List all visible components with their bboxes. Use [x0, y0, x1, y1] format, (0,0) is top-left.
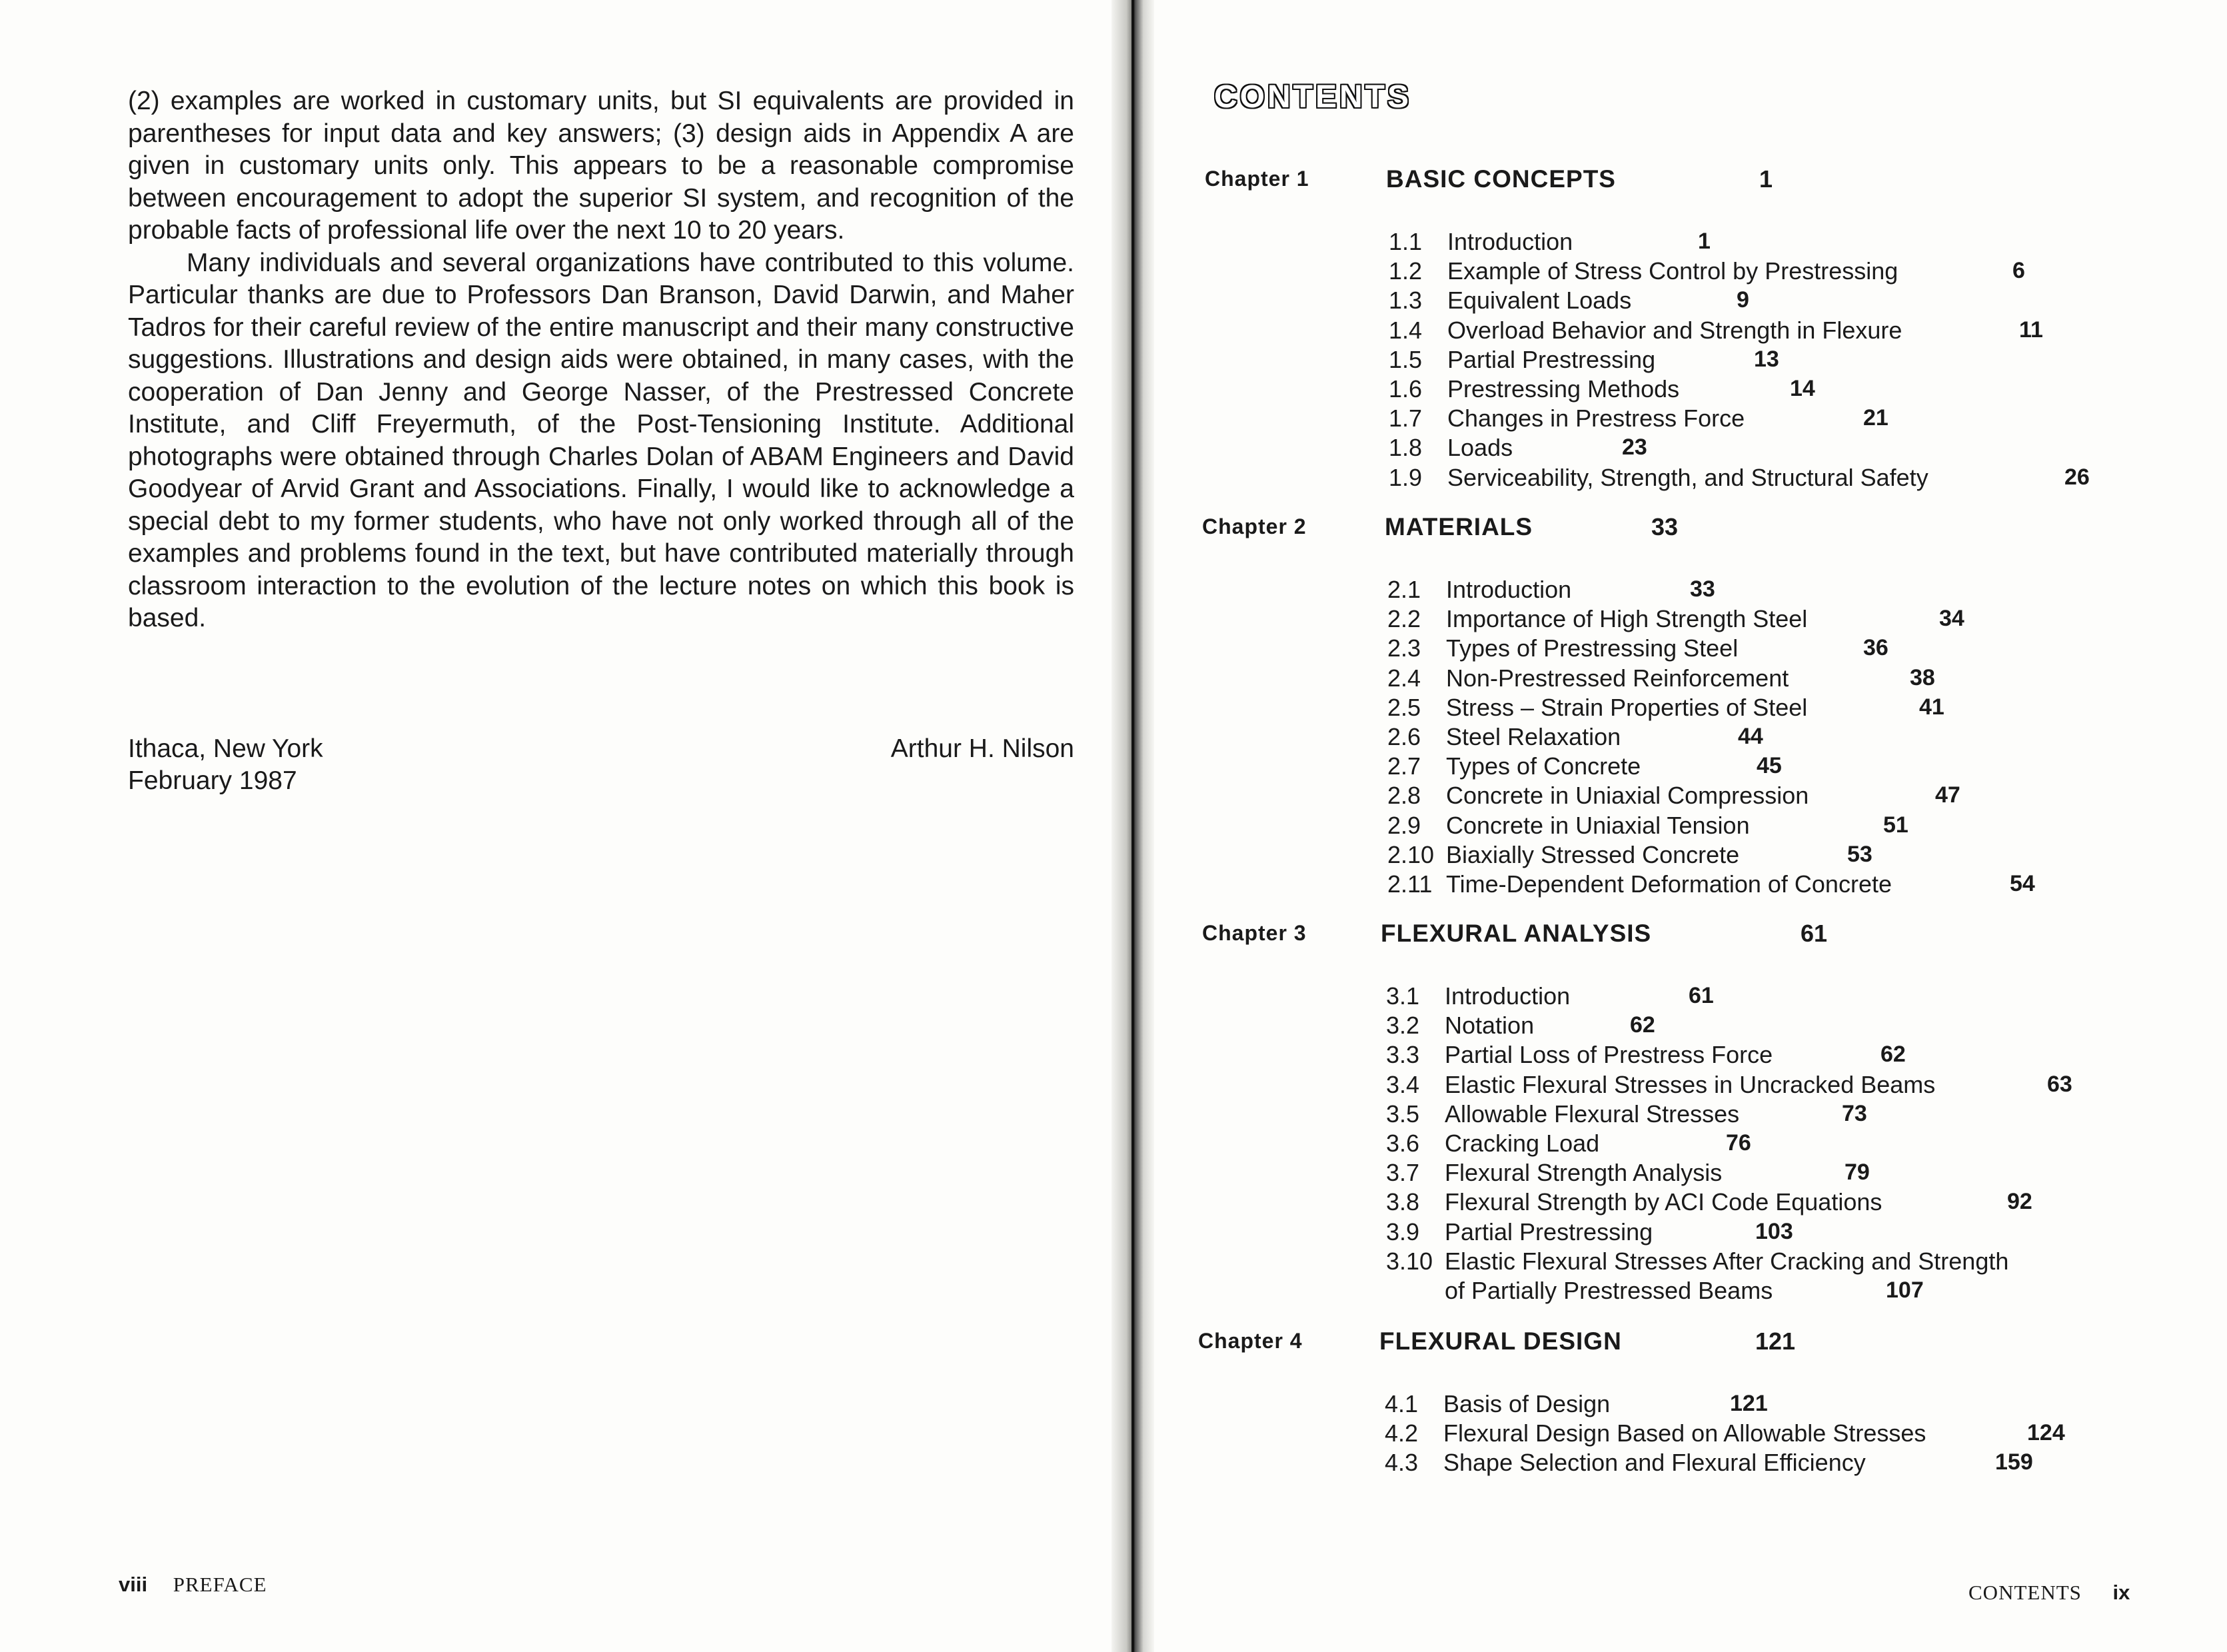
- section-number: 3.10: [1386, 1247, 1433, 1275]
- chapter-page-number: 61: [1801, 920, 1828, 947]
- running-head: PREFACE: [173, 1573, 267, 1596]
- author-name: Arthur H. Nilson: [890, 734, 1074, 763]
- section-page-number: 6: [2012, 258, 2025, 284]
- section-number: 2.9: [1387, 811, 1421, 839]
- section-title: Flexural Strength Analysis: [1445, 1159, 1723, 1187]
- section-page-number: 121: [1730, 1391, 1768, 1416]
- section-number: 3.8: [1386, 1188, 1420, 1216]
- section-page-number: 41: [1919, 694, 1944, 720]
- section-page-number: 103: [1755, 1218, 1793, 1244]
- section-page-number: 124: [2027, 1420, 2065, 1446]
- chapter-label: Chapter 3: [1202, 921, 1307, 945]
- section-page-number: 63: [2047, 1071, 2072, 1097]
- section-number: 2.4: [1387, 664, 1421, 692]
- chapter-page-number: 1: [1759, 165, 1773, 193]
- chapter-title: MATERIALS: [1385, 513, 1533, 540]
- section-number: 1.2: [1389, 257, 1423, 285]
- section-title: Types of Concrete: [1446, 752, 1641, 780]
- chapter-label: Chapter 1: [1205, 167, 1309, 191]
- chapter-label: Chapter 2: [1202, 514, 1307, 538]
- section-number: 3.3: [1386, 1041, 1420, 1069]
- section-number: 4.1: [1385, 1390, 1419, 1417]
- section-page-number: 92: [2007, 1189, 2032, 1215]
- section-page-number: 45: [1757, 753, 1782, 779]
- section-title: Biaxially Stressed Concrete: [1446, 840, 1740, 868]
- section-title: Types of Prestressing Steel: [1446, 634, 1739, 662]
- section-page-number: 53: [1847, 841, 1872, 867]
- section-number: 1.5: [1389, 345, 1423, 373]
- section-title: Stress – Strain Properties of Steel: [1446, 693, 1808, 721]
- section-title: Concrete in Uniaxial Compression: [1446, 782, 1809, 810]
- chapter-page-number: 121: [1755, 1327, 1796, 1355]
- section-title: Introduction: [1446, 576, 1572, 603]
- section-number: 3.2: [1386, 1012, 1420, 1040]
- section-number: 3.6: [1386, 1130, 1420, 1157]
- section-number: 4.3: [1385, 1449, 1419, 1477]
- section-title: Basis of Design: [1443, 1390, 1611, 1417]
- section-title-continued: of Partially Prestressed Beams: [1445, 1277, 1773, 1304]
- section-title: Steel Relaxation: [1446, 723, 1621, 750]
- section-page-number: 44: [1738, 724, 1763, 749]
- preface-paragraph: (2) examples are worked in customary units, but SI equivalents are provided in parentheses for input data and key answers; (3) design aids in Appendix A are given in customary units only. This appears to be a reasonable compromise between encouragement to adopt the superior SI system, and recognition of the probable facts of professional life over the next 10 to 20 years.: [128, 87, 1074, 245]
- section-page-number: 62: [1880, 1042, 1906, 1068]
- page-folio-right: [1968, 1581, 2130, 1605]
- section-page-number: 107: [1886, 1277, 1924, 1303]
- section-page-number: 79: [1845, 1160, 1870, 1186]
- contents-page: [1154, 0, 2227, 1652]
- place-date: [128, 733, 323, 797]
- section-number: 3.5: [1386, 1100, 1420, 1128]
- section-number: 2.6: [1387, 723, 1421, 750]
- place: Ithaca, New York: [128, 734, 323, 763]
- section-page-number: 13: [1754, 346, 1779, 372]
- section-number: 4.2: [1385, 1419, 1419, 1447]
- preface-body: [128, 85, 1074, 635]
- section-title: Flexural Strength by ACI Code Equations: [1445, 1188, 1882, 1216]
- section-title: Changes in Prestress Force: [1447, 405, 1745, 432]
- section-page-number: 23: [1622, 434, 1647, 460]
- section-number: 2.10: [1387, 840, 1435, 868]
- page-number: viii: [119, 1573, 148, 1596]
- section-title: Introduction: [1445, 982, 1571, 1010]
- section-page-number: 54: [2010, 871, 2035, 896]
- section-number: 3.1: [1386, 982, 1420, 1010]
- section-page-number: 62: [1630, 1012, 1655, 1038]
- section-page-number: 21: [1863, 405, 1888, 431]
- page-folio-left: [119, 1573, 267, 1597]
- chapter-title: FLEXURAL DESIGN: [1379, 1327, 1622, 1355]
- chapter-title: FLEXURAL ANALYSIS: [1381, 920, 1652, 947]
- section-title: Allowable Flexural Stresses: [1445, 1100, 1740, 1128]
- section-title: Introduction: [1447, 228, 1573, 255]
- section-number: 2.1: [1387, 576, 1421, 603]
- page-number: ix: [2112, 1581, 2130, 1604]
- section-page-number: 38: [1910, 664, 1935, 690]
- section-page-number: 76: [1726, 1130, 1751, 1156]
- section-title: Elastic Flexural Stresses in Uncracked Beams: [1445, 1070, 1936, 1098]
- section-title: Concrete in Uniaxial Tension: [1446, 811, 1750, 839]
- section-title: Equivalent Loads: [1447, 287, 1632, 315]
- section-page-number: 51: [1883, 812, 1908, 838]
- section-number: 1.8: [1389, 434, 1423, 462]
- section-title: Partial Prestressing: [1445, 1218, 1653, 1245]
- section-page-number: 33: [1690, 576, 1715, 602]
- page-title: CONTENTS: [1214, 79, 1411, 115]
- section-title: Prestressing Methods: [1447, 375, 1680, 403]
- section-page-number: 1: [1698, 229, 1711, 254]
- section-title: Importance of High Strength Steel: [1446, 605, 1808, 633]
- section-page-number: 73: [1842, 1100, 1867, 1126]
- section-title: Notation: [1445, 1012, 1535, 1040]
- section-title: Non-Prestressed Reinforcement: [1446, 664, 1789, 692]
- chapter-page-number: 33: [1651, 513, 1679, 540]
- section-number: 1.7: [1389, 405, 1423, 432]
- section-page-number: 61: [1689, 983, 1714, 1008]
- section-number: 2.2: [1387, 605, 1421, 633]
- section-number: 3.7: [1386, 1159, 1420, 1187]
- section-page-number: 34: [1939, 606, 1964, 632]
- section-number: 2.8: [1387, 782, 1421, 810]
- section-page-number: 14: [1790, 376, 1815, 401]
- section-page-number: 11: [2019, 317, 2043, 343]
- section-page-number: 26: [2064, 464, 2090, 490]
- section-page-number: 159: [1995, 1449, 2033, 1475]
- section-number: 1.3: [1389, 287, 1423, 315]
- section-number: 1.9: [1389, 463, 1423, 491]
- section-number: 1.6: [1389, 375, 1423, 403]
- preface-paragraph: Many individuals and several organizations have contributed to this volume. Particular thanks are due to Professors Dan Branson, David Darwin, and Maher Tadros for their careful review of the entire manuscript and their many constructive suggestions. Illustrations and design aids were obtained, in many cases, with the cooperation of Dan Jenny and George Nasser, of the Prestressed Concrete Institute, and Cliff Freyermuth, of the Post-Tensioning Institute. Additional photographs were obtained through Charles Dolan of ABAM Engineers and David Goodyear of Arvid Grant and Associations. Finally, I would like to acknowledge a special debt to my former students, who have not only worked through all of the examples and problems found in the text, but have contributed materially through classroom interaction to the evolution of the lecture notes on which this book is based.: [128, 248, 1074, 632]
- section-title: Time-Dependent Deformation of Concrete: [1446, 870, 1892, 898]
- section-title: Loads: [1447, 434, 1513, 462]
- section-number: 3.4: [1386, 1070, 1420, 1098]
- gutter-divider: [1131, 0, 1134, 1652]
- running-head: CONTENTS: [1968, 1581, 2082, 1604]
- chapter-title: BASIC CONCEPTS: [1386, 165, 1616, 193]
- date: February 1987: [128, 766, 297, 795]
- section-number: 3.9: [1386, 1218, 1420, 1245]
- section-number: 1.4: [1389, 316, 1423, 344]
- section-title: Flexural Design Based on Allowable Stresses: [1443, 1419, 1926, 1447]
- section-page-number: 9: [1737, 287, 1749, 313]
- section-number: 2.5: [1387, 693, 1421, 721]
- section-number: 1.1: [1389, 228, 1423, 255]
- section-title: Partial Prestressing: [1447, 345, 1656, 373]
- section-title: Example of Stress Control by Prestressing: [1447, 257, 1898, 285]
- section-number: 2.11: [1387, 870, 1433, 898]
- section-title: Elastic Flexural Stresses After Cracking and Strength: [1445, 1247, 2009, 1275]
- section-title: Shape Selection and Flexural Efficiency: [1443, 1449, 1866, 1477]
- section-title: Cracking Load: [1445, 1130, 1600, 1157]
- chapter-label: Chapter 4: [1198, 1329, 1303, 1353]
- section-number: 2.7: [1387, 752, 1421, 780]
- section-page-number: 36: [1863, 635, 1888, 661]
- section-page-number: 47: [1935, 782, 1960, 808]
- section-title: Overload Behavior and Strength in Flexure: [1447, 316, 1902, 344]
- section-title: Serviceability, Strength, and Structural Safety: [1447, 463, 1928, 491]
- section-number: 2.3: [1387, 634, 1421, 662]
- section-title: Partial Loss of Prestress Force: [1445, 1041, 1773, 1069]
